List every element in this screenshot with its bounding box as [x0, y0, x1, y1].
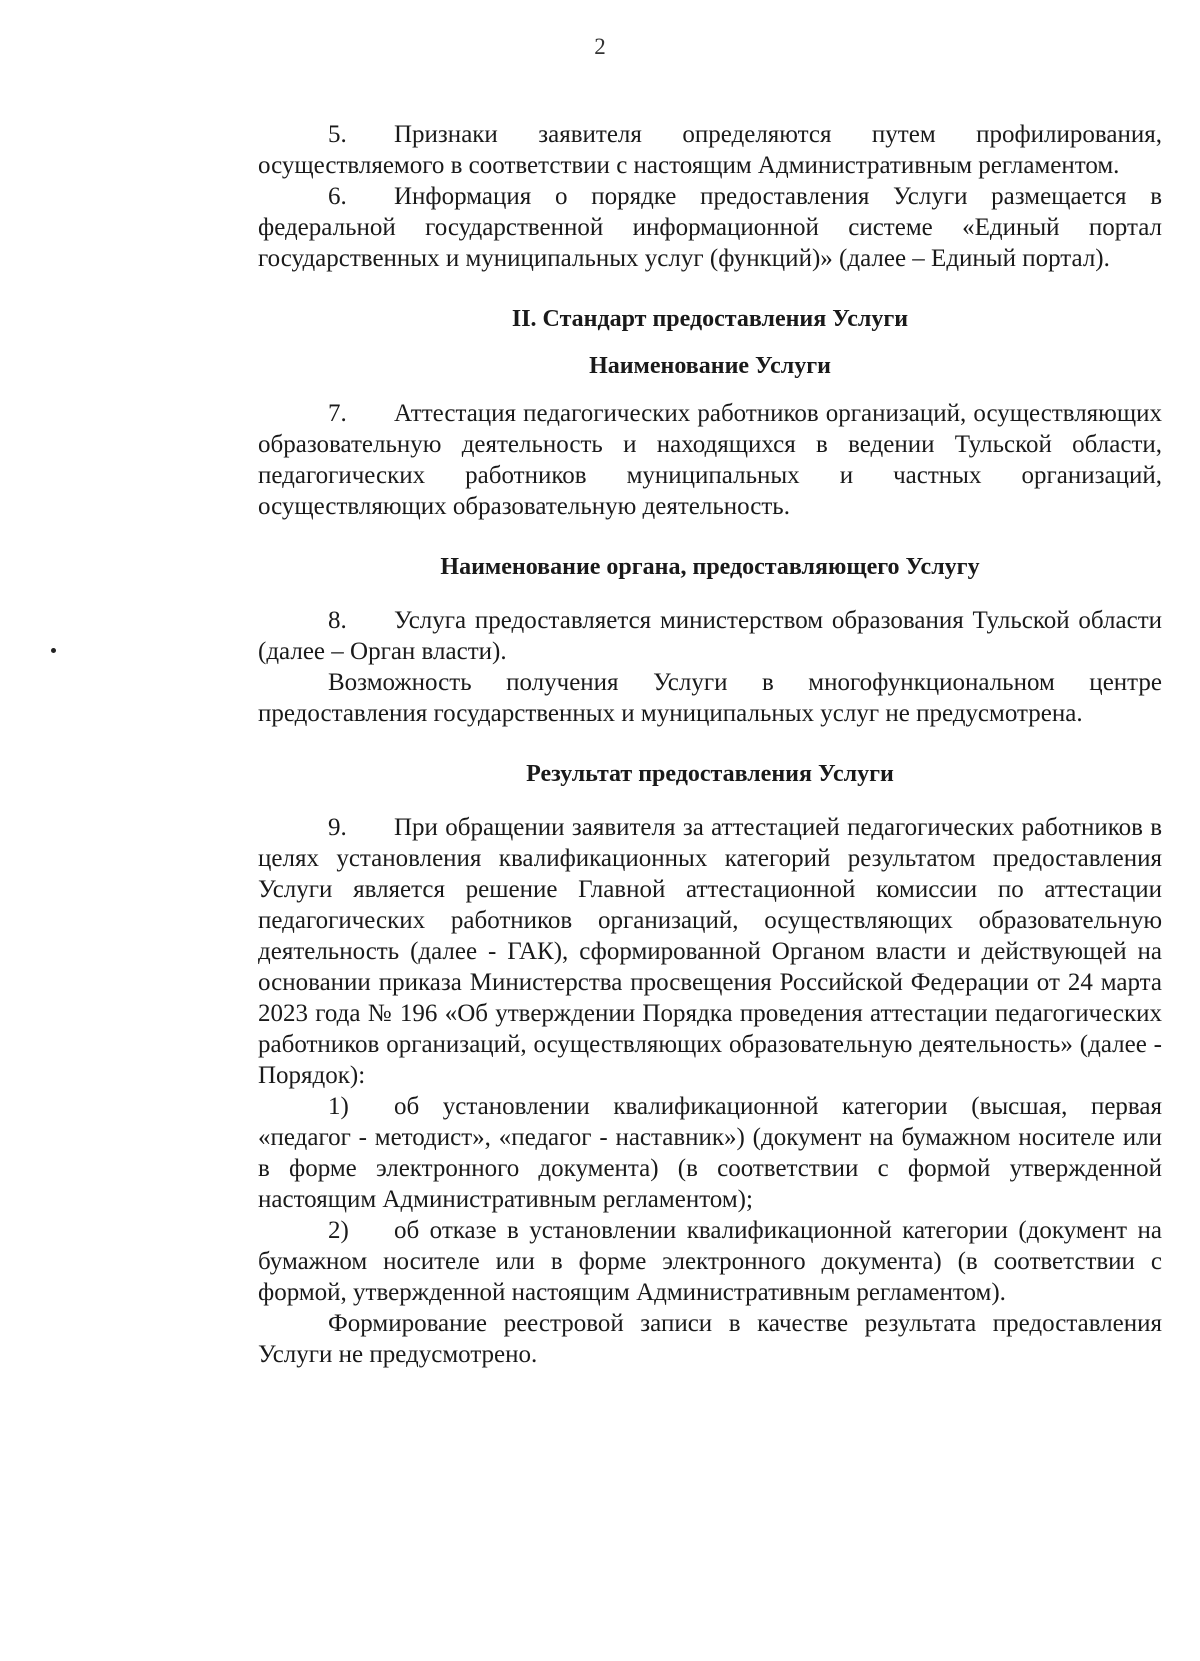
clause-number: 8. [328, 607, 347, 634]
paragraph-registry: Формирование реестровой записи в качестве результата предоставления Услуги не предусмотрено. [258, 1310, 1162, 1368]
subclause-number: 1) [328, 1093, 349, 1120]
paragraph-mfc: Возможность получения Услуги в многофункциональном центре предоставления государственных и муниципальных услуг не предусмотрена. [258, 669, 1162, 727]
clause-text: Информация о порядке предоставления Услуги размещается в федеральной государственной информационной системе «Единый портал государственных и муниципальных услуг (функций)» (далее – Единый портал). [258, 183, 1162, 272]
clause-number: 7. [328, 400, 347, 427]
clause-number: 6. [328, 183, 347, 210]
subheading-service-name: Наименование Услуги [589, 353, 831, 379]
clause-text: Признаки заявителя определяются путем профилирования, осуществляемого в соответствии с настоящим Административным регламентом. [258, 121, 1162, 179]
subclause-2 [258, 1215, 1162, 1308]
clause-9 [258, 812, 1162, 1091]
subclause-number: 2) [328, 1217, 349, 1244]
clause-text: При обращении заявителя за аттестацией педагогических работников в целях установления квалификационных категорий результатом предоставления Услуги является решение Главной аттестационной комиссии по аттестации педагогических работников организаций, осуществляющих образовательную деятельность (далее - ГАК), сформированной Органом власти и действующей на основании приказа Министерства просвещения Российской Федерации от 24 марта 2023 года № 196 «Об утверждении Порядка проведения аттестации педагогических работников организаций, осуществляющих образовательную деятельность» (далее - Порядок): [258, 814, 1162, 1089]
subheading-result: Результат предоставления Услуги [526, 761, 894, 787]
clause-number: 9. [328, 814, 347, 841]
clause-5 [258, 119, 1162, 181]
document-body [258, 119, 1162, 1370]
clause-number: 5. [328, 121, 347, 148]
subclause-1 [258, 1091, 1162, 1215]
page-number: 2 [594, 34, 606, 59]
subclause-text: об установлении квалификационной категории (высшая, первая «педагог - методист», «педагог - наставник») (документ на бумажном носителе или в форме электронного документа) (в соответствии с формой утвержденной настоящим Административным регламентом); [258, 1093, 1162, 1213]
clause-6 [258, 181, 1162, 274]
clause-7 [258, 398, 1162, 522]
subheading-authority: Наименование органа, предоставляющего Услугу [440, 554, 980, 580]
scan-artifact-dot [51, 648, 56, 653]
section-heading-standard: II. Стандарт предоставления Услуги [511, 306, 909, 332]
subclause-text: об отказе в установлении квалификационной категории (документ на бумажном носителе или в форме электронного документа) (в соответствии с формой, утвержденной настоящим Административным регламентом). [258, 1217, 1162, 1306]
clause-8 [258, 605, 1162, 667]
clause-text: Аттестация педагогических работников организаций, осуществляющих образовательную деятельность и находящихся в ведении Тульской области, педагогических работников муниципальных и частных организаций, осуществляющих образовательную деятельность. [258, 400, 1162, 520]
clause-text: Услуга предоставляется министерством образования Тульской области (далее – Орган власти). [258, 607, 1162, 665]
